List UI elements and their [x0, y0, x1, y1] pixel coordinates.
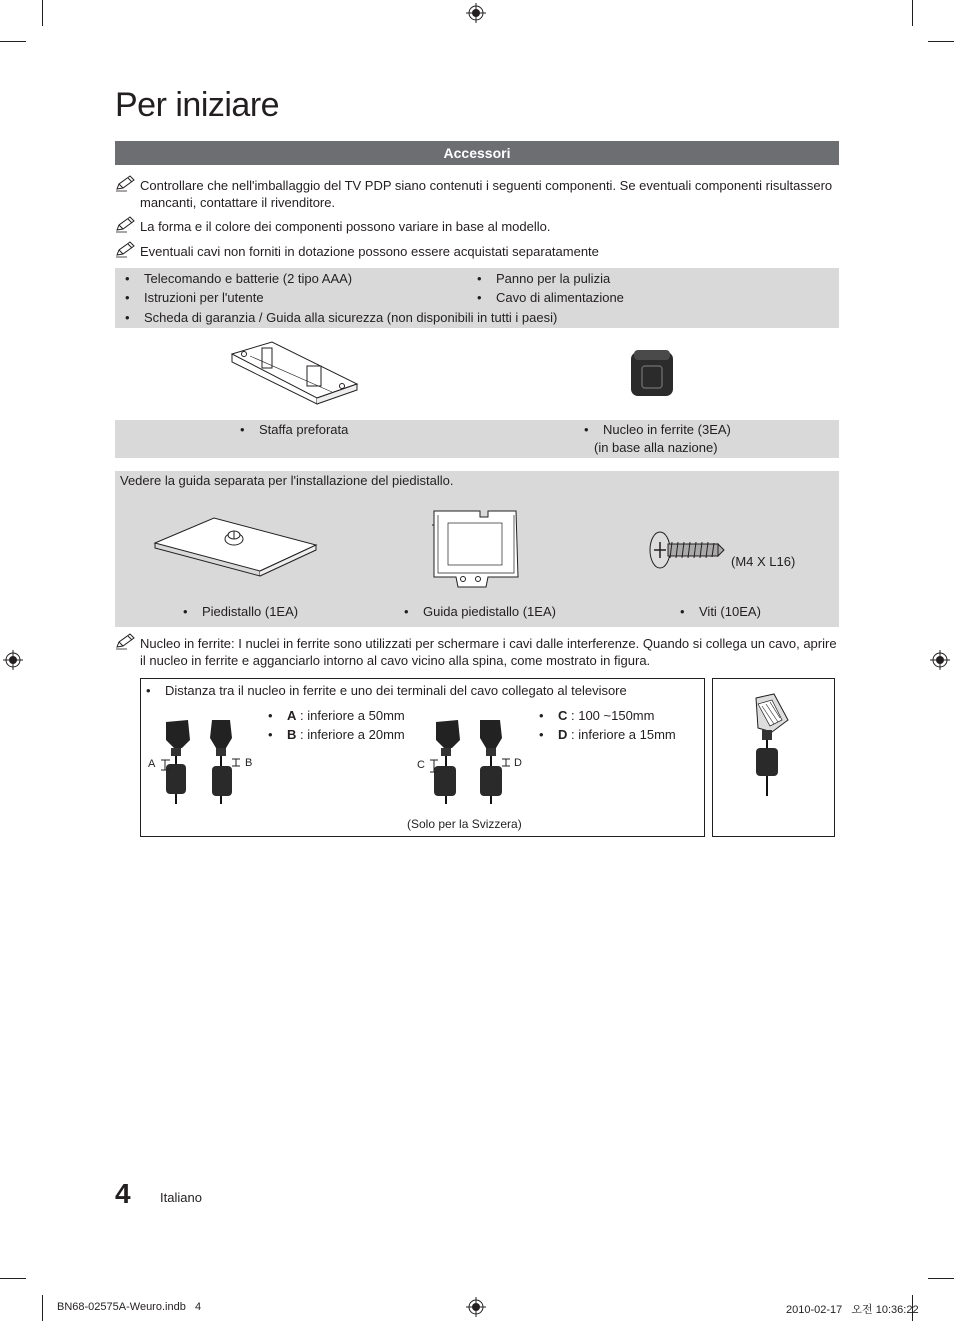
scart-plug-image — [748, 692, 794, 798]
label-a: A — [148, 758, 156, 770]
list-item: • D : inferiore a 15mm — [539, 727, 676, 742]
note-text: Eventuali cavi non forniti in dotazione possono essere acquistati separatamente — [140, 244, 599, 259]
page-number: 4 — [115, 1178, 131, 1209]
label-c: C — [417, 759, 425, 771]
stand-image — [152, 515, 320, 577]
note-item — [115, 635, 839, 669]
page-title: Per iniziare — [115, 86, 280, 124]
note-text: La forma e il colore dei componenti possono variare in base al modello. — [140, 219, 551, 234]
footer-language: Italiano — [160, 1190, 202, 1205]
list-item: • Staffa preforata — [240, 422, 349, 437]
note-text: Controllare che nell'imballaggio del TV PDP siano contenuti i seguenti componenti. Se eventuali componenti risultassero mancanti, contattare il rivenditore. — [140, 178, 833, 210]
section-heading: Accessori — [115, 141, 839, 165]
crop-mark — [928, 1278, 954, 1279]
registration-mark-icon — [3, 650, 23, 670]
list-item: • Nucleo in ferrite (3EA) — [584, 422, 731, 437]
stand-guide-image — [428, 505, 524, 589]
footer-file: BN68-02575A-Weuro.indb 4 — [57, 1301, 202, 1313]
registration-mark-icon — [466, 3, 486, 23]
note-item — [115, 243, 839, 260]
ferrite-note: (in base alla nazione) — [594, 440, 718, 455]
wall-bracket-image — [222, 336, 362, 406]
list-item: • C : 100 ~150mm — [539, 708, 655, 723]
swiss-note: (Solo per la Svizzera) — [407, 817, 522, 831]
ferrite-core-image — [628, 348, 676, 398]
footer-date: 2010-02-17 오전 10:36:22 — [786, 1304, 919, 1316]
crop-mark — [42, 0, 43, 26]
pencil-note-icon — [115, 632, 137, 650]
list-item: • Panno per la pulizia — [477, 271, 611, 286]
screw-spec: (M4 X L16) — [731, 554, 796, 569]
label-b: B — [245, 757, 253, 769]
list-item: • Telecomando e batterie (2 tipo AAA) — [125, 271, 353, 286]
note-item — [115, 218, 839, 235]
pencil-note-icon — [115, 215, 137, 233]
stand-intro: Vedere la guida separata per l'installazione del piedistallo. — [120, 473, 454, 488]
screw-image — [648, 530, 726, 570]
crop-mark — [928, 41, 954, 42]
crop-mark — [42, 1295, 43, 1321]
list-item: • Viti (10EA) — [680, 604, 761, 619]
list-item: • Cavo di alimentazione — [477, 290, 624, 305]
note-item — [115, 177, 839, 211]
registration-mark-icon — [466, 1297, 486, 1317]
registration-mark-icon — [930, 650, 950, 670]
plug-ab-image — [160, 714, 240, 806]
plug-cd-image — [428, 714, 514, 806]
list-item: • Piedistallo (1EA) — [183, 604, 299, 619]
list-item: • A : inferiore a 50mm — [268, 708, 405, 723]
crop-mark — [912, 0, 913, 26]
crop-mark — [0, 1278, 26, 1279]
list-item: • B : inferiore a 20mm — [268, 727, 405, 742]
note-text: Nucleo in ferrite: I nuclei in ferrite sono utilizzati per schermare i cavi dalle interferenze. Quando si collega un cavo, aprire il nucleo in ferrite e agganciarlo intorno al cavo vicino alla spina, come mostrato in figura. — [140, 636, 837, 668]
list-item: • Distanza tra il nucleo in ferrite e uno dei terminali del cavo collegato al televisore — [146, 683, 627, 698]
list-item: • Guida piedistallo (1EA) — [404, 604, 556, 619]
label-d: D — [514, 757, 522, 769]
crop-mark — [0, 41, 26, 42]
pencil-note-icon — [115, 174, 137, 192]
list-item: • Istruzioni per l'utente — [125, 290, 264, 305]
list-item: • Scheda di garanzia / Guida alla sicurezza (non disponibili in tutti i paesi) — [125, 310, 558, 325]
pencil-note-icon — [115, 240, 137, 258]
